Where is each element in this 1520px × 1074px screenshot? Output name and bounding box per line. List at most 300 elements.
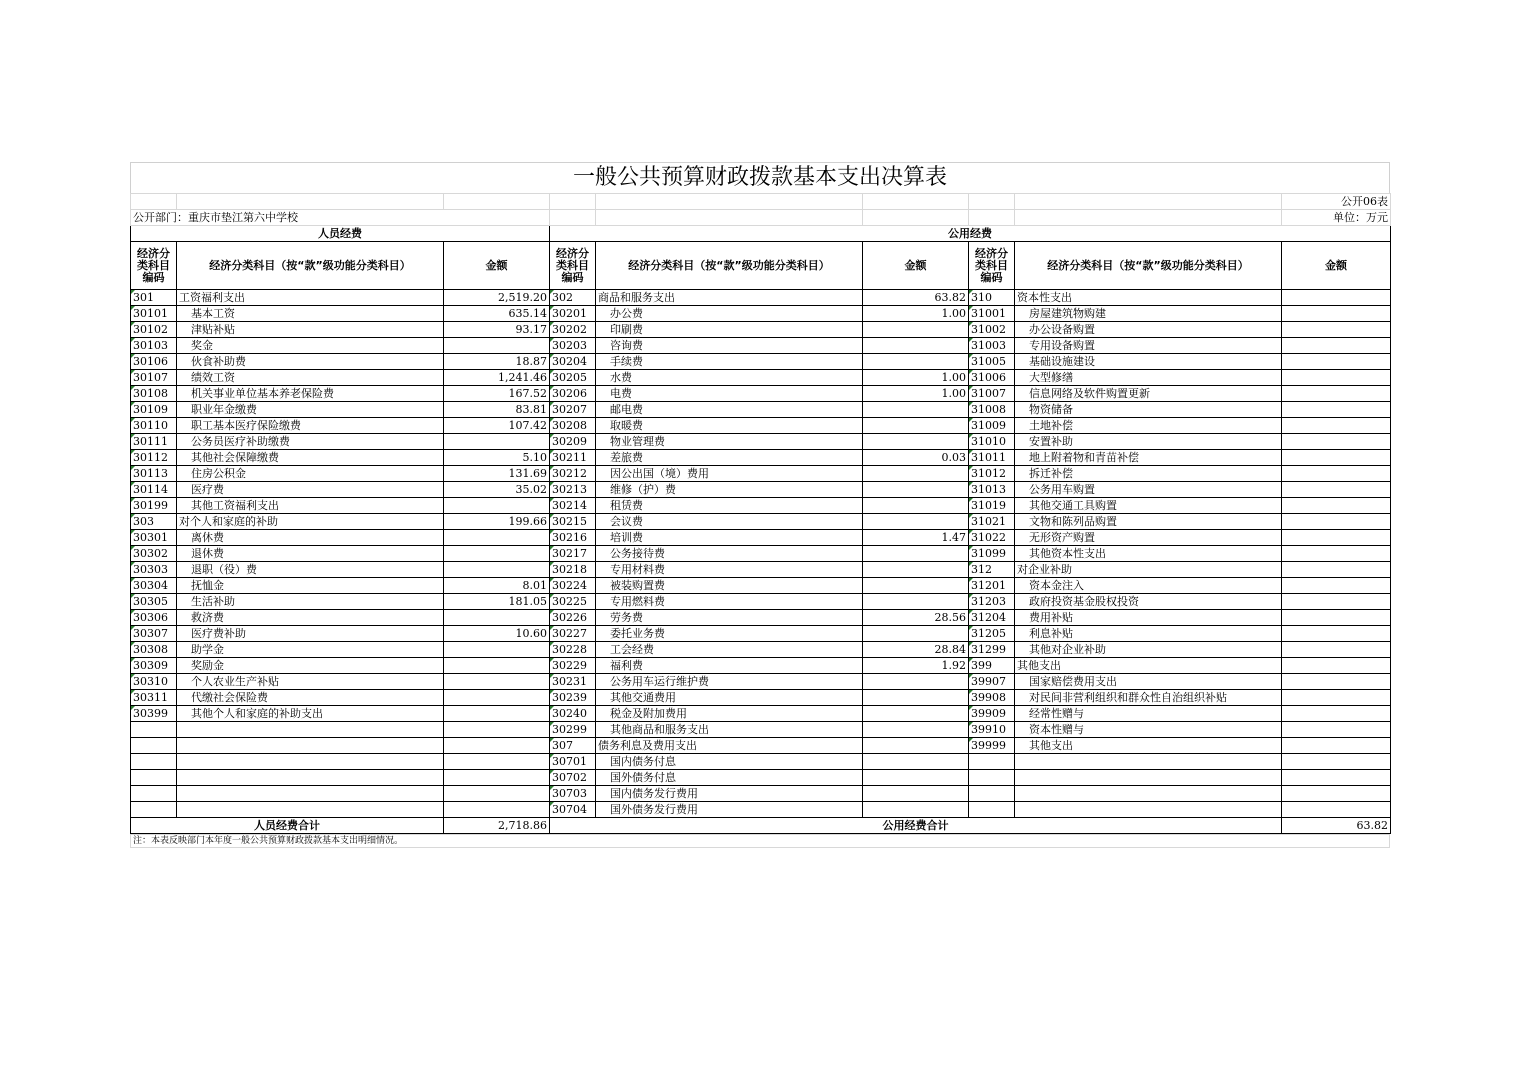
amount-cell: 8.01 <box>444 578 550 594</box>
name-cell: 地上附着物和青苗补偿 <box>1015 450 1282 466</box>
name-cell: 拆迁补偿 <box>1015 466 1282 482</box>
header-code: 经济分类科目编码 <box>550 242 596 290</box>
amount-cell <box>863 322 969 338</box>
amount-cell <box>1282 706 1391 722</box>
amount-cell <box>444 434 550 450</box>
name-cell: 国外债务付息 <box>596 770 863 786</box>
amount-cell <box>863 626 969 642</box>
amount-cell: 1,241.46 <box>444 370 550 386</box>
amount-cell <box>444 770 550 786</box>
amount-cell: 1.00 <box>863 370 969 386</box>
code-cell: 39908 <box>969 690 1015 706</box>
code-cell: 31002 <box>969 322 1015 338</box>
code-cell: 31010 <box>969 434 1015 450</box>
name-cell: 债务利息及费用支出 <box>596 738 863 754</box>
name-cell: 资本性赠与 <box>1015 722 1282 738</box>
table-row <box>131 786 1391 802</box>
name-cell: 商品和服务支出 <box>596 290 863 306</box>
name-cell <box>177 802 444 818</box>
amount-cell <box>444 690 550 706</box>
table-row <box>131 386 1391 402</box>
code-cell: 39910 <box>969 722 1015 738</box>
amount-cell <box>1282 450 1391 466</box>
name-cell: 退职（役）费 <box>177 562 444 578</box>
code-cell: 30202 <box>550 322 596 338</box>
name-cell: 公务接待费 <box>596 546 863 562</box>
code-cell: 30231 <box>550 674 596 690</box>
code-cell: 30704 <box>550 802 596 818</box>
code-cell: 39907 <box>969 674 1015 690</box>
name-cell <box>1015 770 1282 786</box>
amount-cell <box>863 338 969 354</box>
header-code: 经济分类科目编码 <box>969 242 1015 290</box>
name-cell: 绩效工资 <box>177 370 444 386</box>
name-cell: 资本性支出 <box>1015 290 1282 306</box>
name-cell: 对企业补助 <box>1015 562 1282 578</box>
code-cell: 30218 <box>550 562 596 578</box>
name-cell: 水费 <box>596 370 863 386</box>
name-cell: 税金及附加费用 <box>596 706 863 722</box>
name-cell: 救济费 <box>177 610 444 626</box>
name-cell: 医疗费补助 <box>177 626 444 642</box>
name-cell: 国外债务发行费用 <box>596 802 863 818</box>
amount-cell <box>1282 802 1391 818</box>
amount-cell <box>863 498 969 514</box>
code-cell <box>131 722 177 738</box>
amount-cell <box>863 802 969 818</box>
name-cell <box>177 754 444 770</box>
amount-cell: 28.84 <box>863 642 969 658</box>
code-cell: 30225 <box>550 594 596 610</box>
amount-cell <box>1282 338 1391 354</box>
code-cell: 30240 <box>550 706 596 722</box>
code-cell: 30103 <box>131 338 177 354</box>
code-cell: 31005 <box>969 354 1015 370</box>
code-cell: 30206 <box>550 386 596 402</box>
code-cell: 30214 <box>550 498 596 514</box>
amount-cell <box>1282 642 1391 658</box>
amount-cell <box>863 722 969 738</box>
code-cell <box>131 786 177 802</box>
amount-cell: 199.66 <box>444 514 550 530</box>
section-public: 公用经费 <box>550 226 1391 242</box>
amount-cell <box>1282 722 1391 738</box>
amount-cell <box>1282 290 1391 306</box>
code-cell: 31006 <box>969 370 1015 386</box>
amount-cell <box>863 482 969 498</box>
name-cell: 电费 <box>596 386 863 402</box>
amount-cell: 2,519.20 <box>444 290 550 306</box>
name-cell: 其他社会保障缴费 <box>177 450 444 466</box>
code-cell: 30399 <box>131 706 177 722</box>
amount-cell <box>444 722 550 738</box>
table-row <box>131 674 1391 690</box>
name-cell: 咨询费 <box>596 338 863 354</box>
total-personnel-value: 2,718.86 <box>444 818 550 834</box>
name-cell: 安置补助 <box>1015 434 1282 450</box>
name-cell: 取暖费 <box>596 418 863 434</box>
name-cell: 职业年金缴费 <box>177 402 444 418</box>
amount-cell <box>1282 738 1391 754</box>
amount-cell <box>863 786 969 802</box>
name-cell: 租赁费 <box>596 498 863 514</box>
table-row <box>131 418 1391 434</box>
code-cell: 31011 <box>969 450 1015 466</box>
amount-cell <box>444 498 550 514</box>
amount-cell <box>444 802 550 818</box>
amount-cell: 1.00 <box>863 386 969 402</box>
code-cell <box>969 786 1015 802</box>
code-cell: 30109 <box>131 402 177 418</box>
name-cell <box>177 722 444 738</box>
table-row <box>131 706 1391 722</box>
code-cell: 30299 <box>550 722 596 738</box>
code-cell: 31299 <box>969 642 1015 658</box>
name-cell: 对民间非营利组织和群众性自治组织补贴 <box>1015 690 1282 706</box>
code-cell: 301 <box>131 290 177 306</box>
code-cell: 30199 <box>131 498 177 514</box>
code-cell: 30106 <box>131 354 177 370</box>
code-cell: 30110 <box>131 418 177 434</box>
amount-cell <box>444 546 550 562</box>
name-cell: 专用设备购置 <box>1015 338 1282 354</box>
name-cell: 其他商品和服务支出 <box>596 722 863 738</box>
name-cell: 维修（护）费 <box>596 482 863 498</box>
name-cell: 政府投资基金股权投资 <box>1015 594 1282 610</box>
amount-cell <box>863 514 969 530</box>
name-cell <box>1015 802 1282 818</box>
name-cell: 其他工资福利支出 <box>177 498 444 514</box>
amount-cell <box>1282 754 1391 770</box>
table-row <box>131 498 1391 514</box>
table-row <box>131 402 1391 418</box>
name-cell: 办公费 <box>596 306 863 322</box>
name-cell: 国内债务付息 <box>596 754 863 770</box>
code-cell: 30215 <box>550 514 596 530</box>
table-row <box>131 338 1391 354</box>
table-row <box>131 610 1391 626</box>
table-row <box>131 738 1391 754</box>
name-cell: 医疗费 <box>177 482 444 498</box>
name-cell: 工会经费 <box>596 642 863 658</box>
name-cell: 土地补偿 <box>1015 418 1282 434</box>
table-row <box>131 530 1391 546</box>
table-row <box>131 658 1391 674</box>
name-cell: 对个人和家庭的补助 <box>177 514 444 530</box>
name-cell: 资本金注入 <box>1015 578 1282 594</box>
amount-cell <box>444 738 550 754</box>
table-row <box>131 562 1391 578</box>
name-cell: 文物和陈列品购置 <box>1015 514 1282 530</box>
code-cell <box>131 754 177 770</box>
code-cell: 312 <box>969 562 1015 578</box>
name-cell: 培训费 <box>596 530 863 546</box>
code-cell: 31205 <box>969 626 1015 642</box>
code-cell: 399 <box>969 658 1015 674</box>
code-cell: 30114 <box>131 482 177 498</box>
table-row <box>131 514 1391 530</box>
amount-cell <box>1282 770 1391 786</box>
header-name: 经济分类科目（按“款”级功能分类科目） <box>177 242 444 290</box>
name-cell: 手续费 <box>596 354 863 370</box>
name-cell: 因公出国（境）费用 <box>596 466 863 482</box>
amount-cell <box>1282 466 1391 482</box>
section-personnel: 人员经费 <box>131 226 550 242</box>
name-cell <box>177 770 444 786</box>
amount-cell <box>863 706 969 722</box>
amount-cell <box>1282 786 1391 802</box>
name-cell: 国内债务发行费用 <box>596 786 863 802</box>
name-cell <box>177 786 444 802</box>
amount-cell <box>863 546 969 562</box>
code-cell: 30101 <box>131 306 177 322</box>
amount-cell <box>863 578 969 594</box>
name-cell: 生活补助 <box>177 594 444 610</box>
header-amount: 金额 <box>863 242 969 290</box>
name-cell: 抚恤金 <box>177 578 444 594</box>
name-cell: 伙食补助费 <box>177 354 444 370</box>
table-row <box>131 722 1391 738</box>
amount-cell: 63.82 <box>863 290 969 306</box>
code-cell: 30211 <box>550 450 596 466</box>
code-cell: 31013 <box>969 482 1015 498</box>
name-cell: 印刷费 <box>596 322 863 338</box>
code-cell: 31012 <box>969 466 1015 482</box>
unit-label: 单位：万元 <box>1282 210 1391 226</box>
amount-cell <box>1282 674 1391 690</box>
amount-cell <box>444 530 550 546</box>
name-cell: 职工基本医疗保险缴费 <box>177 418 444 434</box>
name-cell <box>1015 754 1282 770</box>
code-cell: 30208 <box>550 418 596 434</box>
table-row <box>131 450 1391 466</box>
code-cell: 31007 <box>969 386 1015 402</box>
name-cell: 基础设施建设 <box>1015 354 1282 370</box>
amount-cell <box>863 354 969 370</box>
name-cell: 公务用车运行维护费 <box>596 674 863 690</box>
amount-cell <box>1282 610 1391 626</box>
name-cell: 被装购置费 <box>596 578 863 594</box>
code-cell: 30111 <box>131 434 177 450</box>
name-cell: 其他对企业补助 <box>1015 642 1282 658</box>
code-cell: 31021 <box>969 514 1015 530</box>
code-cell: 30113 <box>131 466 177 482</box>
name-cell: 信息网络及软件购置更新 <box>1015 386 1282 402</box>
amount-cell <box>444 674 550 690</box>
amount-cell <box>863 434 969 450</box>
code-cell: 30702 <box>550 770 596 786</box>
code-cell: 30308 <box>131 642 177 658</box>
name-cell: 助学金 <box>177 642 444 658</box>
name-cell: 基本工资 <box>177 306 444 322</box>
amount-cell: 10.60 <box>444 626 550 642</box>
amount-cell <box>863 594 969 610</box>
total-public-value: 63.82 <box>1282 818 1391 834</box>
header-code: 经济分类科目编码 <box>131 242 177 290</box>
code-cell: 30216 <box>550 530 596 546</box>
table-row <box>131 594 1391 610</box>
amount-cell <box>863 674 969 690</box>
code-cell: 303 <box>131 514 177 530</box>
code-cell: 31203 <box>969 594 1015 610</box>
name-cell: 费用补贴 <box>1015 610 1282 626</box>
code-cell: 31009 <box>969 418 1015 434</box>
code-cell <box>969 754 1015 770</box>
table-body <box>131 290 1391 818</box>
code-cell: 30209 <box>550 434 596 450</box>
code-cell: 30107 <box>131 370 177 386</box>
name-cell: 其他资本性支出 <box>1015 546 1282 562</box>
name-cell: 房屋建筑物购建 <box>1015 306 1282 322</box>
name-cell: 津贴补贴 <box>177 322 444 338</box>
amount-cell <box>863 738 969 754</box>
code-cell: 30108 <box>131 386 177 402</box>
name-cell: 个人农业生产补贴 <box>177 674 444 690</box>
amount-cell <box>444 338 550 354</box>
amount-cell: 131.69 <box>444 466 550 482</box>
code-cell: 30207 <box>550 402 596 418</box>
amount-cell <box>444 610 550 626</box>
name-cell: 经常性赠与 <box>1015 706 1282 722</box>
name-cell: 代缴社会保险费 <box>177 690 444 706</box>
amount-cell <box>1282 482 1391 498</box>
amount-cell: 83.81 <box>444 402 550 418</box>
code-cell <box>131 770 177 786</box>
code-cell: 31001 <box>969 306 1015 322</box>
code-cell: 31003 <box>969 338 1015 354</box>
amount-cell <box>444 658 550 674</box>
amount-cell: 1.47 <box>863 530 969 546</box>
code-cell: 30224 <box>550 578 596 594</box>
table-row <box>131 466 1391 482</box>
name-cell: 住房公积金 <box>177 466 444 482</box>
amount-cell <box>1282 354 1391 370</box>
name-cell: 办公设备购置 <box>1015 322 1282 338</box>
code-cell: 302 <box>550 290 596 306</box>
amount-cell: 1.00 <box>863 306 969 322</box>
name-cell: 大型修缮 <box>1015 370 1282 386</box>
code-cell: 30217 <box>550 546 596 562</box>
code-cell: 39999 <box>969 738 1015 754</box>
code-cell: 310 <box>969 290 1015 306</box>
code-cell: 30226 <box>550 610 596 626</box>
name-cell: 其他交通工具购置 <box>1015 498 1282 514</box>
code-cell: 30201 <box>550 306 596 322</box>
name-cell: 劳务费 <box>596 610 863 626</box>
table-row <box>131 354 1391 370</box>
code-cell: 30303 <box>131 562 177 578</box>
name-cell: 会议费 <box>596 514 863 530</box>
name-cell: 公务用车购置 <box>1015 482 1282 498</box>
code-cell: 30112 <box>131 450 177 466</box>
name-cell: 其他交通费用 <box>596 690 863 706</box>
code-cell <box>969 802 1015 818</box>
amount-cell <box>1282 562 1391 578</box>
amount-cell <box>863 466 969 482</box>
table-row <box>131 754 1391 770</box>
table-row <box>131 578 1391 594</box>
name-cell: 离休费 <box>177 530 444 546</box>
name-cell: 其他支出 <box>1015 658 1282 674</box>
name-cell: 其他支出 <box>1015 738 1282 754</box>
code-cell: 30306 <box>131 610 177 626</box>
header-name: 经济分类科目（按“款”级功能分类科目） <box>596 242 863 290</box>
amount-cell: 635.14 <box>444 306 550 322</box>
header-amount: 金额 <box>444 242 550 290</box>
amount-cell <box>863 770 969 786</box>
page-title: 一般公共预算财政拨款基本支出决算表 <box>130 162 1390 193</box>
name-cell: 奖励金 <box>177 658 444 674</box>
name-cell: 无形资产购置 <box>1015 530 1282 546</box>
code-cell: 30309 <box>131 658 177 674</box>
footnote: 注：本表反映部门本年度一般公共预算财政拨款基本支出明细情况。 <box>130 834 1390 848</box>
amount-cell: 167.52 <box>444 386 550 402</box>
amount-cell <box>1282 578 1391 594</box>
amount-cell <box>444 706 550 722</box>
budget-table <box>130 193 1391 834</box>
code-cell: 30229 <box>550 658 596 674</box>
amount-cell <box>444 642 550 658</box>
code-cell <box>131 802 177 818</box>
total-public-label: 公用经费合计 <box>550 818 1282 834</box>
amount-cell: 107.42 <box>444 418 550 434</box>
code-cell: 31008 <box>969 402 1015 418</box>
amount-cell: 0.03 <box>863 450 969 466</box>
amount-cell <box>863 562 969 578</box>
amount-cell: 1.92 <box>863 658 969 674</box>
code-cell: 30204 <box>550 354 596 370</box>
code-cell: 30311 <box>131 690 177 706</box>
name-cell: 差旅费 <box>596 450 863 466</box>
table-row <box>131 434 1391 450</box>
amount-cell <box>1282 498 1391 514</box>
amount-cell <box>1282 514 1391 530</box>
amount-cell <box>1282 658 1391 674</box>
code-cell: 30203 <box>550 338 596 354</box>
amount-cell <box>863 754 969 770</box>
name-cell: 退休费 <box>177 546 444 562</box>
amount-cell <box>1282 306 1391 322</box>
table-row <box>131 306 1391 322</box>
table-row <box>131 690 1391 706</box>
code-cell: 30302 <box>131 546 177 562</box>
code-cell: 39909 <box>969 706 1015 722</box>
table-row <box>131 322 1391 338</box>
name-cell: 机关事业单位基本养老保险费 <box>177 386 444 402</box>
table-row <box>131 546 1391 562</box>
code-cell: 30307 <box>131 626 177 642</box>
table-row <box>131 770 1391 786</box>
name-cell: 福利费 <box>596 658 863 674</box>
code-cell: 30227 <box>550 626 596 642</box>
form-number: 公开06表 <box>1282 194 1391 210</box>
name-cell <box>1015 786 1282 802</box>
amount-cell <box>863 402 969 418</box>
name-cell: 利息补贴 <box>1015 626 1282 642</box>
code-cell: 31099 <box>969 546 1015 562</box>
amount-cell <box>1282 322 1391 338</box>
amount-cell <box>1282 530 1391 546</box>
amount-cell <box>1282 626 1391 642</box>
amount-cell: 181.05 <box>444 594 550 610</box>
name-cell: 其他个人和家庭的补助支出 <box>177 706 444 722</box>
name-cell: 物业管理费 <box>596 434 863 450</box>
code-cell: 30304 <box>131 578 177 594</box>
code-cell: 31019 <box>969 498 1015 514</box>
amount-cell: 18.87 <box>444 354 550 370</box>
amount-cell <box>444 754 550 770</box>
table-row <box>131 802 1391 818</box>
